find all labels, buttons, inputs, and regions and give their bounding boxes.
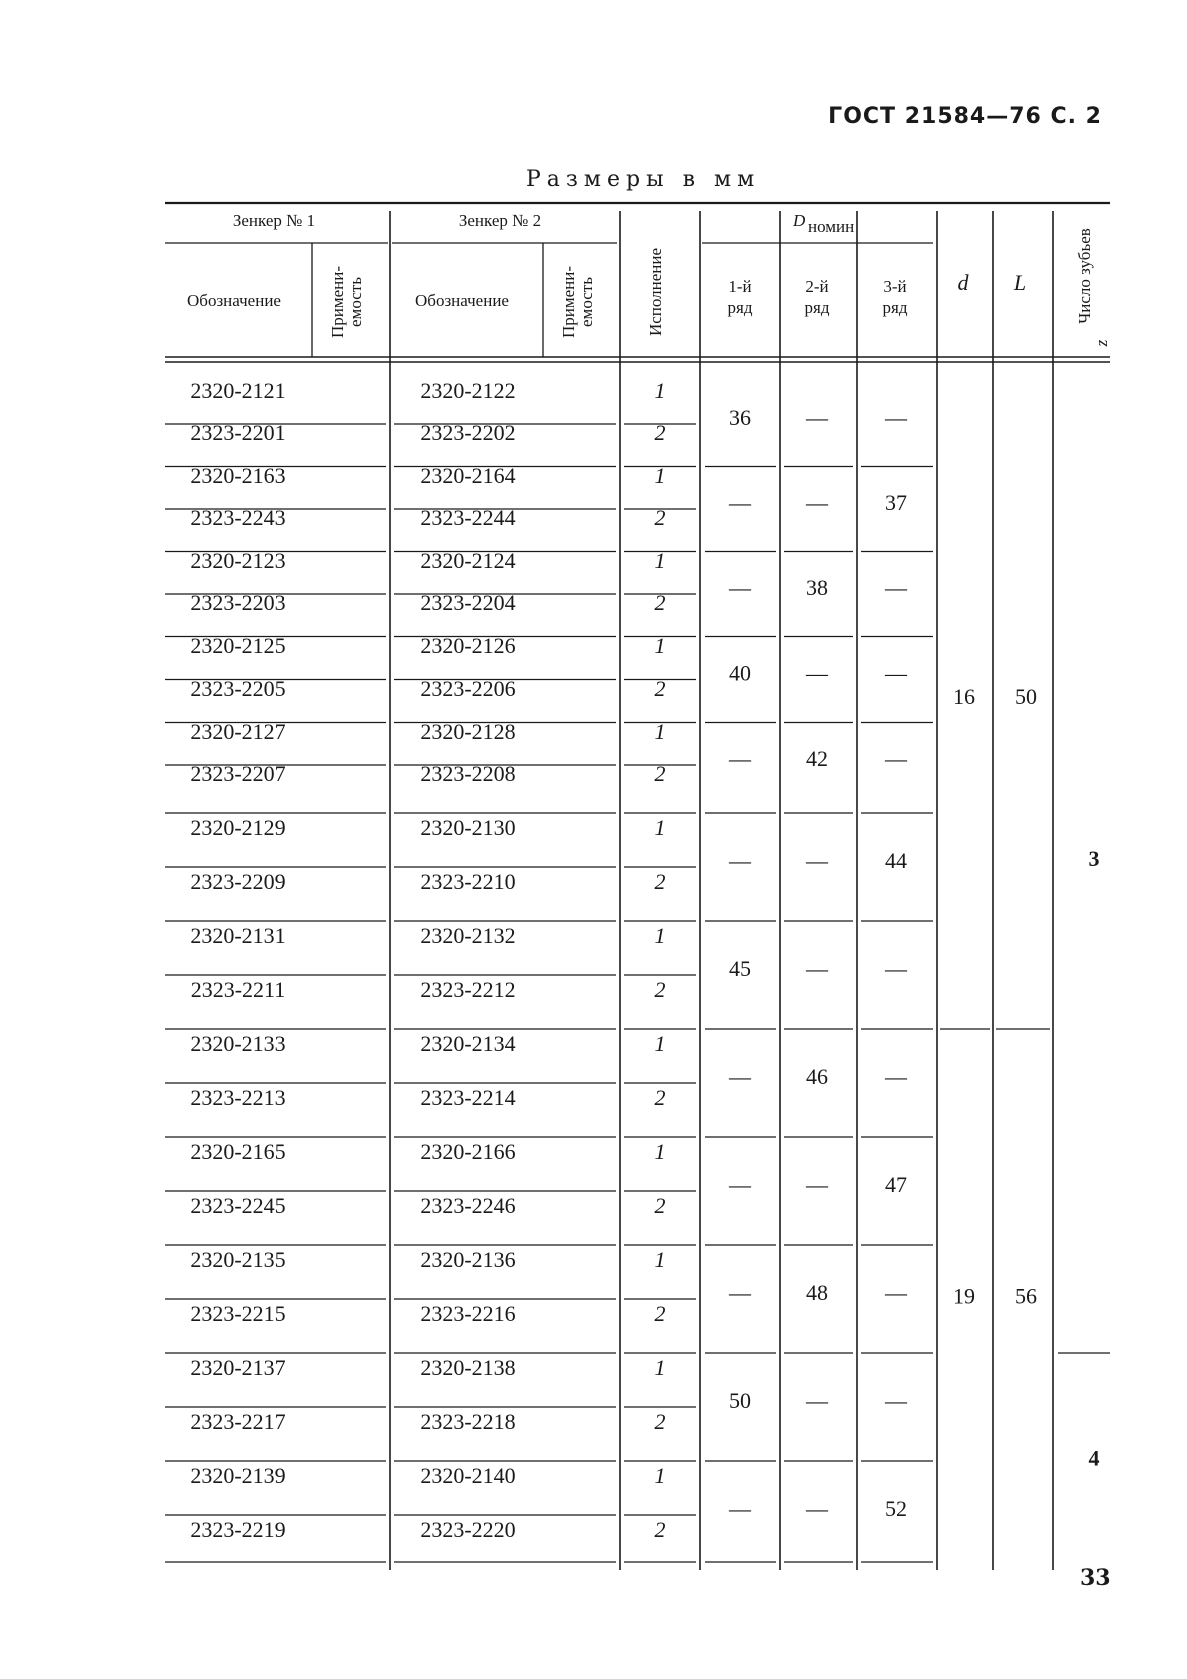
zenker1-designation-21: 2323-2217: [190, 1409, 286, 1434]
header-row1-a: 1-й: [728, 277, 752, 296]
dnom-row1-1: —: [729, 490, 751, 515]
zenker2-designation-18: 2320-2136: [420, 1247, 516, 1272]
zenker2-designation-17: 2323-2246: [420, 1193, 516, 1218]
dnom-row3-10: —: [885, 1388, 907, 1413]
execution-15: 2: [654, 1085, 666, 1110]
execution-19: 2: [654, 1301, 666, 1326]
zenker1-designation-11: 2323-2209: [190, 869, 286, 894]
zenker1-designation-8: 2320-2127: [190, 719, 286, 744]
zenker2-designation-21: 2323-2218: [420, 1409, 516, 1434]
execution-8: 1: [654, 719, 666, 744]
header-zenker2: Зенкер № 2: [458, 211, 542, 230]
dnom-row2-4: 42: [806, 746, 828, 771]
dnom-row2-6: —: [806, 956, 828, 981]
zenker1-designation-16: 2320-2165: [190, 1139, 286, 1164]
zenker2-designation-5: 2323-2204: [420, 590, 516, 615]
dnom-row1-5: —: [729, 848, 751, 873]
header-dnom-D: D: [793, 211, 806, 230]
teeth-count-1: 4: [1088, 1445, 1100, 1471]
execution-22: 1: [654, 1463, 666, 1488]
header-row3-b: ряд: [882, 298, 908, 317]
zenker2-designation-7: 2323-2206: [420, 676, 516, 701]
dnom-row3-3: —: [885, 660, 907, 686]
dnom-row2-7: 46: [806, 1064, 828, 1089]
zenker2-designation-12: 2320-2132: [420, 923, 516, 948]
execution-18: 1: [654, 1247, 666, 1272]
zenker2-designation-1: 2323-2202: [420, 420, 516, 445]
zenker2-designation-13: 2323-2212: [420, 977, 516, 1002]
header-applicability-1a: Примени-: [328, 265, 347, 339]
header-row1-b: ряд: [727, 298, 753, 317]
zenker2-designation-3: 2323-2244: [420, 505, 516, 530]
zenker2-designation-8: 2320-2128: [420, 719, 516, 744]
execution-20: 1: [654, 1355, 666, 1380]
execution-11: 2: [654, 869, 666, 894]
length-L-0: 50: [1015, 684, 1037, 709]
execution-2: 1: [654, 463, 666, 488]
dnom-row3-5: 44: [885, 848, 907, 873]
zenker1-designation-4: 2320-2123: [190, 548, 286, 573]
header-L: L: [1013, 270, 1027, 295]
execution-9: 2: [654, 761, 666, 786]
zenker1-designation-3: 2323-2243: [190, 505, 286, 530]
header-zenker1: Зенкер № 1: [232, 211, 316, 230]
header-applicability-2a: Примени-: [559, 265, 578, 339]
execution-21: 2: [654, 1409, 666, 1434]
zenker1-designation-18: 2320-2135: [190, 1247, 286, 1272]
zenker1-designation-12: 2320-2131: [190, 923, 286, 948]
zenker1-designation-23: 2323-2219: [190, 1517, 286, 1542]
header-teeth-z: z: [1092, 339, 1111, 347]
diameter-d-0: 16: [953, 684, 975, 709]
page-number: 33: [1080, 1565, 1111, 1591]
dnom-row1-6: 45: [729, 956, 751, 981]
dnom-row1-3: 40: [729, 660, 751, 686]
dnom-row3-8: 47: [885, 1172, 907, 1197]
header-row3-a: 3-й: [883, 277, 907, 296]
zenker2-designation-11: 2323-2210: [420, 869, 516, 894]
zenker1-designation-17: 2323-2245: [190, 1193, 286, 1218]
dnom-row1-9: —: [729, 1280, 751, 1305]
diameter-d-1: 19: [953, 1283, 975, 1309]
dnom-row1-0: 36: [729, 405, 751, 430]
dnom-row2-3: —: [806, 660, 828, 686]
zenker1-designation-5: 2323-2203: [190, 590, 286, 615]
zenker1-designation-15: 2323-2213: [190, 1085, 286, 1110]
zenker2-designation-14: 2320-2134: [420, 1031, 516, 1056]
zenker1-designation-9: 2323-2207: [190, 761, 286, 786]
header-designation-2: Обозначение: [415, 291, 509, 310]
zenker2-designation-15: 2323-2214: [420, 1085, 516, 1110]
header-applicability-2b: емость: [577, 277, 596, 327]
dnom-row3-1: 37: [885, 490, 907, 515]
zenker2-designation-23: 2323-2220: [420, 1517, 516, 1542]
execution-13: 2: [654, 977, 666, 1002]
header-row2-b: ряд: [804, 298, 830, 317]
zenker2-designation-19: 2323-2216: [420, 1301, 516, 1326]
dnom-row2-11: —: [806, 1496, 828, 1521]
zenker1-designation-0: 2320-2121: [190, 378, 286, 403]
dnom-row2-5: —: [806, 848, 828, 873]
zenker1-designation-14: 2320-2133: [190, 1031, 286, 1056]
dnom-row3-6: —: [885, 956, 907, 981]
dnom-row3-9: —: [885, 1280, 907, 1305]
dnom-row3-7: —: [885, 1064, 907, 1089]
zenker1-designation-19: 2323-2215: [190, 1301, 286, 1326]
dnom-row2-8: —: [806, 1172, 828, 1197]
execution-4: 1: [654, 548, 666, 573]
zenker1-designation-2: 2320-2163: [190, 463, 286, 488]
zenker1-designation-7: 2323-2205: [190, 676, 286, 701]
header-d: d: [957, 270, 969, 295]
table-grid: [165, 203, 1110, 1570]
execution-23: 2: [654, 1517, 666, 1542]
dnom-row3-0: —: [885, 405, 907, 430]
execution-10: 1: [654, 815, 666, 840]
zenker2-designation-20: 2320-2138: [420, 1355, 516, 1380]
header-row2-a: 2-й: [805, 277, 829, 296]
zenker1-designation-13: 2323-2211: [190, 977, 286, 1002]
header-dnom-sub: номин: [808, 217, 855, 236]
zenker2-designation-16: 2320-2166: [420, 1139, 516, 1164]
dnom-row2-0: —: [806, 405, 828, 430]
zenker1-designation-22: 2320-2139: [190, 1463, 286, 1488]
dnom-row2-2: 38: [806, 575, 828, 600]
execution-0: 1: [654, 378, 666, 403]
header-applicability-1b: емость: [346, 277, 365, 327]
dnom-row3-2: —: [885, 575, 907, 600]
zenker2-designation-4: 2320-2124: [420, 548, 516, 573]
length-L-1: 56: [1015, 1283, 1037, 1309]
dnom-row1-8: —: [729, 1172, 751, 1197]
zenker1-designation-6: 2320-2125: [190, 633, 286, 658]
zenker1-designation-10: 2320-2129: [190, 815, 286, 840]
zenker1-designation-1: 2323-2201: [190, 420, 286, 445]
execution-16: 1: [654, 1139, 666, 1164]
execution-1: 2: [654, 420, 666, 445]
header-execution: Исполнение: [646, 247, 665, 337]
zenker2-designation-2: 2320-2164: [420, 463, 516, 488]
execution-6: 1: [654, 633, 666, 658]
execution-14: 1: [654, 1031, 666, 1056]
zenker2-designation-22: 2320-2140: [420, 1463, 516, 1488]
dnom-row3-11: 52: [885, 1496, 907, 1521]
zenker1-designation-20: 2320-2137: [190, 1355, 286, 1380]
dnom-row2-1: —: [806, 490, 828, 515]
execution-12: 1: [654, 923, 666, 948]
zenker2-designation-6: 2320-2126: [420, 633, 516, 658]
dnom-row1-11: —: [729, 1496, 751, 1521]
dnom-row2-10: —: [806, 1388, 828, 1413]
execution-5: 2: [654, 590, 666, 615]
dnom-row1-10: 50: [729, 1388, 751, 1413]
dnom-row1-4: —: [729, 746, 751, 771]
teeth-count-0: 3: [1088, 846, 1100, 871]
execution-7: 2: [654, 676, 666, 701]
dnom-row3-4: —: [885, 746, 907, 771]
header-teeth: Число зубьев: [1075, 228, 1094, 324]
zenker2-designation-9: 2323-2208: [420, 761, 516, 786]
document-header: ГОСТ 21584—76 С. 2: [828, 104, 1102, 129]
execution-17: 2: [654, 1193, 666, 1218]
zenker2-designation-10: 2320-2130: [420, 815, 516, 840]
zenker2-designation-0: 2320-2122: [420, 378, 516, 403]
header-designation-1: Обозначение: [187, 291, 281, 310]
execution-3: 2: [654, 505, 666, 530]
dnom-row1-7: —: [729, 1064, 751, 1089]
dnom-row1-2: —: [729, 575, 751, 600]
dnom-row2-9: 48: [806, 1280, 828, 1305]
units-caption: Размеры в мм: [526, 167, 761, 192]
